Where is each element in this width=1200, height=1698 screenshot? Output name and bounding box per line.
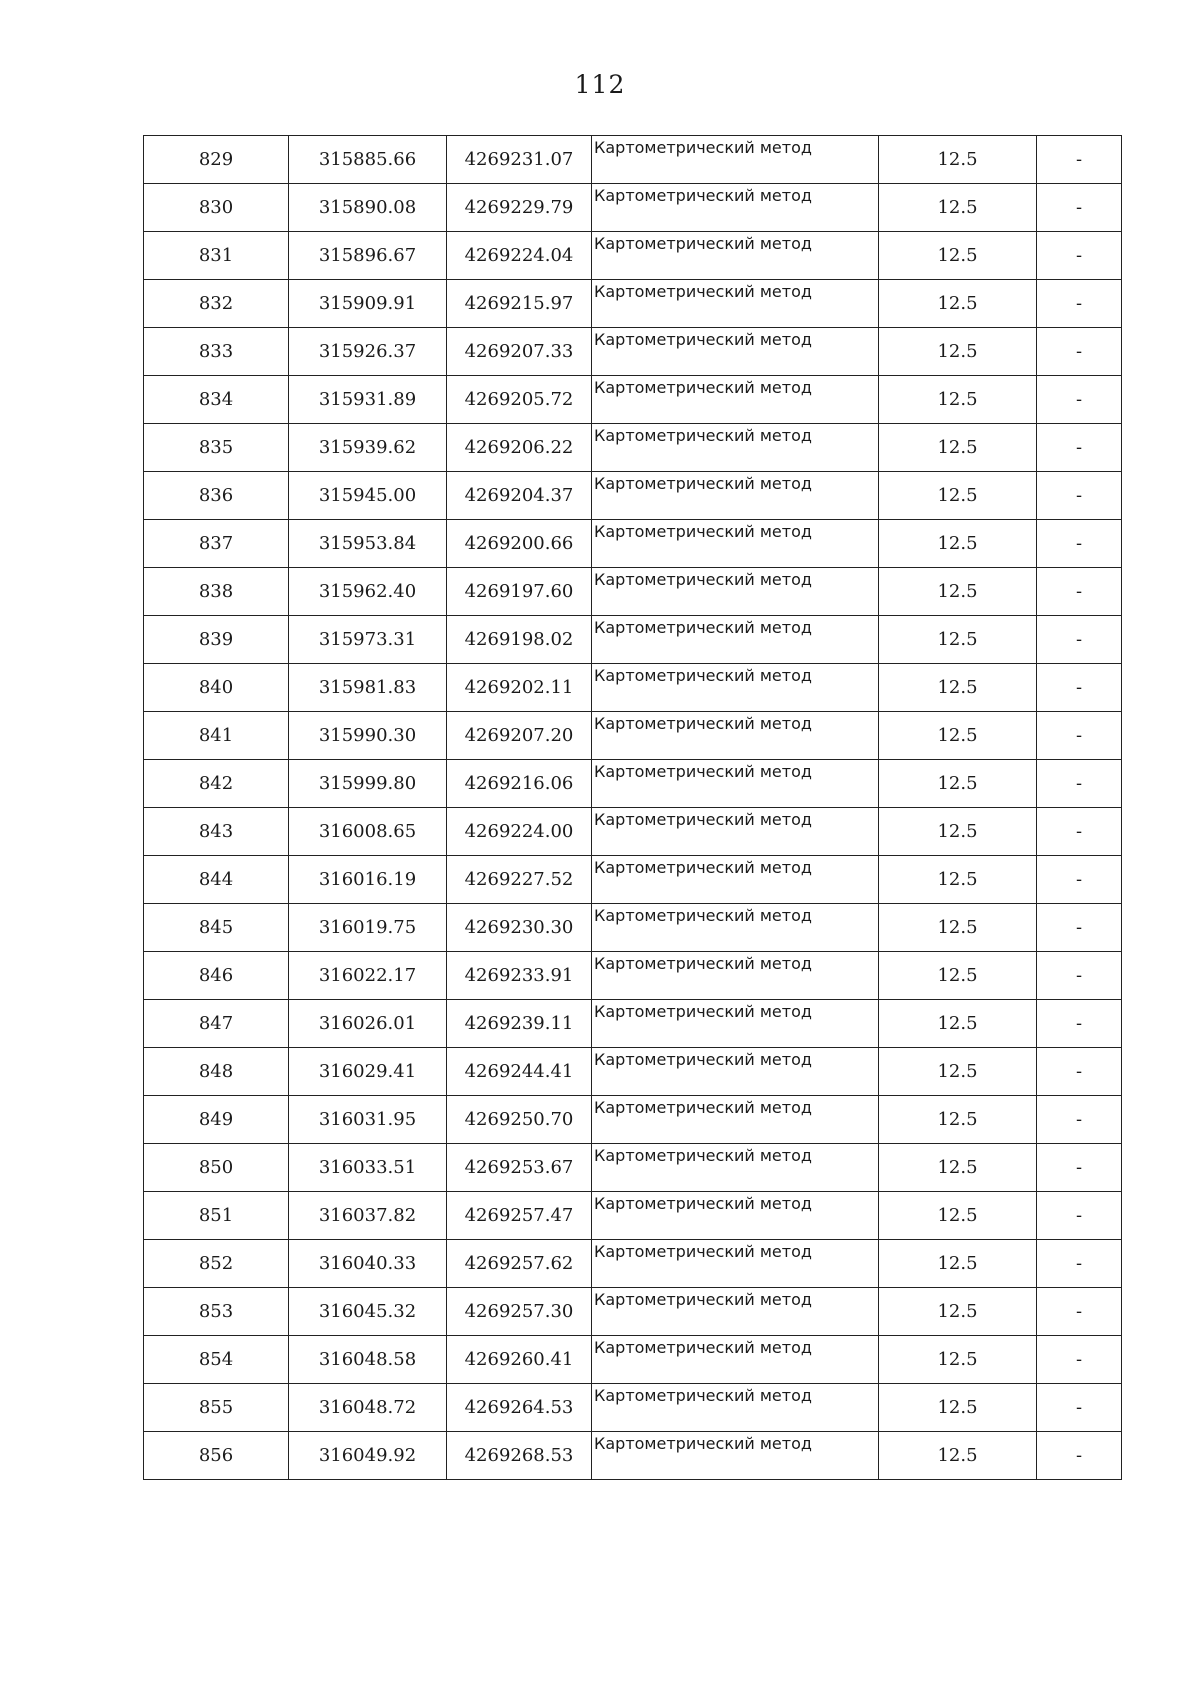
y-coordinate-cell: 4269239.11 <box>447 1000 592 1048</box>
accuracy-cell: 12.5 <box>879 184 1037 232</box>
y-coordinate-cell: 4269233.91 <box>447 952 592 1000</box>
point-number-cell: 833 <box>144 328 289 376</box>
method-cell: Картометрический метод <box>592 520 879 568</box>
point-number-cell: 837 <box>144 520 289 568</box>
y-coordinate-cell: 4269231.07 <box>447 136 592 184</box>
accuracy-cell: 12.5 <box>879 136 1037 184</box>
y-coordinate-cell: 4269215.97 <box>447 280 592 328</box>
y-coordinate-cell: 4269227.52 <box>447 856 592 904</box>
point-number-cell: 838 <box>144 568 289 616</box>
point-number-cell: 851 <box>144 1192 289 1240</box>
table-row <box>144 1192 1122 1240</box>
x-coordinate-cell: 315931.89 <box>289 376 447 424</box>
accuracy-cell: 12.5 <box>879 760 1037 808</box>
table-row <box>144 1384 1122 1432</box>
note-cell: - <box>1037 1096 1122 1144</box>
accuracy-cell: 12.5 <box>879 808 1037 856</box>
x-coordinate-cell: 315945.00 <box>289 472 447 520</box>
x-coordinate-cell: 316048.58 <box>289 1336 447 1384</box>
method-cell: Картометрический метод <box>592 328 879 376</box>
x-coordinate-cell: 315962.40 <box>289 568 447 616</box>
method-cell: Картометрический метод <box>592 568 879 616</box>
method-cell: Картометрический метод <box>592 1144 879 1192</box>
point-number-cell: 845 <box>144 904 289 952</box>
point-number-cell: 840 <box>144 664 289 712</box>
x-coordinate-cell: 316008.65 <box>289 808 447 856</box>
x-coordinate-cell: 316016.19 <box>289 856 447 904</box>
table-row <box>144 712 1122 760</box>
x-coordinate-cell: 315990.30 <box>289 712 447 760</box>
note-cell: - <box>1037 1144 1122 1192</box>
point-number-cell: 835 <box>144 424 289 472</box>
table-row <box>144 1240 1122 1288</box>
method-cell: Картометрический метод <box>592 424 879 472</box>
point-number-cell: 829 <box>144 136 289 184</box>
accuracy-cell: 12.5 <box>879 664 1037 712</box>
y-coordinate-cell: 4269264.53 <box>447 1384 592 1432</box>
accuracy-cell: 12.5 <box>879 232 1037 280</box>
method-cell: Картометрический метод <box>592 1048 879 1096</box>
point-number-cell: 839 <box>144 616 289 664</box>
note-cell: - <box>1037 1192 1122 1240</box>
method-cell: Картометрический метод <box>592 232 879 280</box>
method-cell: Картометрический метод <box>592 1288 879 1336</box>
point-number-cell: 848 <box>144 1048 289 1096</box>
note-cell: - <box>1037 1240 1122 1288</box>
coordinates-table <box>143 135 1122 1480</box>
accuracy-cell: 12.5 <box>879 1288 1037 1336</box>
y-coordinate-cell: 4269207.33 <box>447 328 592 376</box>
note-cell: - <box>1037 1288 1122 1336</box>
method-cell: Картометрический метод <box>592 1096 879 1144</box>
y-coordinate-cell: 4269229.79 <box>447 184 592 232</box>
table-row <box>144 808 1122 856</box>
method-cell: Картометрический метод <box>592 1000 879 1048</box>
point-number-cell: 844 <box>144 856 289 904</box>
x-coordinate-cell: 315953.84 <box>289 520 447 568</box>
method-cell: Картометрический метод <box>592 904 879 952</box>
point-number-cell: 847 <box>144 1000 289 1048</box>
point-number-cell: 841 <box>144 712 289 760</box>
y-coordinate-cell: 4269244.41 <box>447 1048 592 1096</box>
method-cell: Картометрический метод <box>592 136 879 184</box>
method-cell: Картометрический метод <box>592 712 879 760</box>
point-number-cell: 846 <box>144 952 289 1000</box>
method-cell: Картометрический метод <box>592 1192 879 1240</box>
y-coordinate-cell: 4269260.41 <box>447 1336 592 1384</box>
table-row <box>144 472 1122 520</box>
y-coordinate-cell: 4269202.11 <box>447 664 592 712</box>
y-coordinate-cell: 4269207.20 <box>447 712 592 760</box>
point-number-cell: 832 <box>144 280 289 328</box>
y-coordinate-cell: 4269253.67 <box>447 1144 592 1192</box>
accuracy-cell: 12.5 <box>879 616 1037 664</box>
method-cell: Картометрический метод <box>592 376 879 424</box>
note-cell: - <box>1037 808 1122 856</box>
table-row <box>144 904 1122 952</box>
accuracy-cell: 12.5 <box>879 904 1037 952</box>
table-row <box>144 424 1122 472</box>
table-row <box>144 1048 1122 1096</box>
method-cell: Картометрический метод <box>592 664 879 712</box>
point-number-cell: 830 <box>144 184 289 232</box>
point-number-cell: 842 <box>144 760 289 808</box>
table-row <box>144 1144 1122 1192</box>
x-coordinate-cell: 316026.01 <box>289 1000 447 1048</box>
method-cell: Картометрический метод <box>592 952 879 1000</box>
table-row <box>144 232 1122 280</box>
note-cell: - <box>1037 1048 1122 1096</box>
y-coordinate-cell: 4269206.22 <box>447 424 592 472</box>
table-row <box>144 520 1122 568</box>
note-cell: - <box>1037 904 1122 952</box>
point-number-cell: 831 <box>144 232 289 280</box>
y-coordinate-cell: 4269204.37 <box>447 472 592 520</box>
x-coordinate-cell: 315890.08 <box>289 184 447 232</box>
y-coordinate-cell: 4269268.53 <box>447 1432 592 1480</box>
accuracy-cell: 12.5 <box>879 1048 1037 1096</box>
x-coordinate-cell: 316049.92 <box>289 1432 447 1480</box>
x-coordinate-cell: 316031.95 <box>289 1096 447 1144</box>
point-number-cell: 843 <box>144 808 289 856</box>
note-cell: - <box>1037 520 1122 568</box>
table-row <box>144 568 1122 616</box>
note-cell: - <box>1037 184 1122 232</box>
table-row <box>144 1000 1122 1048</box>
point-number-cell: 836 <box>144 472 289 520</box>
y-coordinate-cell: 4269250.70 <box>447 1096 592 1144</box>
y-coordinate-cell: 4269216.06 <box>447 760 592 808</box>
method-cell: Картометрический метод <box>592 472 879 520</box>
x-coordinate-cell: 316048.72 <box>289 1384 447 1432</box>
accuracy-cell: 12.5 <box>879 328 1037 376</box>
x-coordinate-cell: 315896.67 <box>289 232 447 280</box>
note-cell: - <box>1037 424 1122 472</box>
table-row <box>144 280 1122 328</box>
y-coordinate-cell: 4269197.60 <box>447 568 592 616</box>
x-coordinate-cell: 316033.51 <box>289 1144 447 1192</box>
method-cell: Картометрический метод <box>592 616 879 664</box>
accuracy-cell: 12.5 <box>879 1192 1037 1240</box>
table-row <box>144 328 1122 376</box>
point-number-cell: 854 <box>144 1336 289 1384</box>
point-number-cell: 856 <box>144 1432 289 1480</box>
point-number-cell: 850 <box>144 1144 289 1192</box>
point-number-cell: 853 <box>144 1288 289 1336</box>
table-row <box>144 1432 1122 1480</box>
accuracy-cell: 12.5 <box>879 1432 1037 1480</box>
note-cell: - <box>1037 616 1122 664</box>
accuracy-cell: 12.5 <box>879 856 1037 904</box>
table-row <box>144 136 1122 184</box>
y-coordinate-cell: 4269198.02 <box>447 616 592 664</box>
note-cell: - <box>1037 1336 1122 1384</box>
note-cell: - <box>1037 1432 1122 1480</box>
method-cell: Картометрический метод <box>592 1432 879 1480</box>
method-cell: Картометрический метод <box>592 1384 879 1432</box>
accuracy-cell: 12.5 <box>879 376 1037 424</box>
page-number: 112 <box>574 70 626 99</box>
method-cell: Картометрический метод <box>592 856 879 904</box>
y-coordinate-cell: 4269200.66 <box>447 520 592 568</box>
x-coordinate-cell: 316040.33 <box>289 1240 447 1288</box>
y-coordinate-cell: 4269257.47 <box>447 1192 592 1240</box>
table-row <box>144 1096 1122 1144</box>
accuracy-cell: 12.5 <box>879 952 1037 1000</box>
method-cell: Картометрический метод <box>592 760 879 808</box>
accuracy-cell: 12.5 <box>879 1000 1037 1048</box>
x-coordinate-cell: 315973.31 <box>289 616 447 664</box>
table-row <box>144 952 1122 1000</box>
table-row <box>144 1288 1122 1336</box>
point-number-cell: 834 <box>144 376 289 424</box>
accuracy-cell: 12.5 <box>879 1144 1037 1192</box>
coordinates-table-body <box>144 136 1122 1480</box>
x-coordinate-cell: 316019.75 <box>289 904 447 952</box>
method-cell: Картометрический метод <box>592 808 879 856</box>
accuracy-cell: 12.5 <box>879 280 1037 328</box>
accuracy-cell: 12.5 <box>879 472 1037 520</box>
table-row <box>144 856 1122 904</box>
accuracy-cell: 12.5 <box>879 568 1037 616</box>
method-cell: Картометрический метод <box>592 1336 879 1384</box>
accuracy-cell: 12.5 <box>879 1240 1037 1288</box>
note-cell: - <box>1037 952 1122 1000</box>
accuracy-cell: 12.5 <box>879 1096 1037 1144</box>
y-coordinate-cell: 4269224.00 <box>447 808 592 856</box>
note-cell: - <box>1037 136 1122 184</box>
x-coordinate-cell: 315939.62 <box>289 424 447 472</box>
x-coordinate-cell: 315909.91 <box>289 280 447 328</box>
note-cell: - <box>1037 856 1122 904</box>
note-cell: - <box>1037 664 1122 712</box>
method-cell: Картометрический метод <box>592 280 879 328</box>
accuracy-cell: 12.5 <box>879 1384 1037 1432</box>
note-cell: - <box>1037 712 1122 760</box>
note-cell: - <box>1037 472 1122 520</box>
accuracy-cell: 12.5 <box>879 424 1037 472</box>
note-cell: - <box>1037 232 1122 280</box>
x-coordinate-cell: 315981.83 <box>289 664 447 712</box>
note-cell: - <box>1037 376 1122 424</box>
method-cell: Картометрический метод <box>592 1240 879 1288</box>
accuracy-cell: 12.5 <box>879 1336 1037 1384</box>
note-cell: - <box>1037 1384 1122 1432</box>
x-coordinate-cell: 315999.80 <box>289 760 447 808</box>
y-coordinate-cell: 4269257.30 <box>447 1288 592 1336</box>
table-row <box>144 616 1122 664</box>
point-number-cell: 855 <box>144 1384 289 1432</box>
y-coordinate-cell: 4269224.04 <box>447 232 592 280</box>
x-coordinate-cell: 315885.66 <box>289 136 447 184</box>
y-coordinate-cell: 4269257.62 <box>447 1240 592 1288</box>
method-cell: Картометрический метод <box>592 184 879 232</box>
x-coordinate-cell: 315926.37 <box>289 328 447 376</box>
note-cell: - <box>1037 280 1122 328</box>
y-coordinate-cell: 4269230.30 <box>447 904 592 952</box>
point-number-cell: 852 <box>144 1240 289 1288</box>
note-cell: - <box>1037 760 1122 808</box>
x-coordinate-cell: 316029.41 <box>289 1048 447 1096</box>
accuracy-cell: 12.5 <box>879 520 1037 568</box>
table-row <box>144 664 1122 712</box>
x-coordinate-cell: 316037.82 <box>289 1192 447 1240</box>
note-cell: - <box>1037 328 1122 376</box>
note-cell: - <box>1037 568 1122 616</box>
x-coordinate-cell: 316045.32 <box>289 1288 447 1336</box>
table-row <box>144 760 1122 808</box>
y-coordinate-cell: 4269205.72 <box>447 376 592 424</box>
x-coordinate-cell: 316022.17 <box>289 952 447 1000</box>
point-number-cell: 849 <box>144 1096 289 1144</box>
note-cell: - <box>1037 1000 1122 1048</box>
table-row <box>144 184 1122 232</box>
table-row <box>144 376 1122 424</box>
accuracy-cell: 12.5 <box>879 712 1037 760</box>
table-row <box>144 1336 1122 1384</box>
